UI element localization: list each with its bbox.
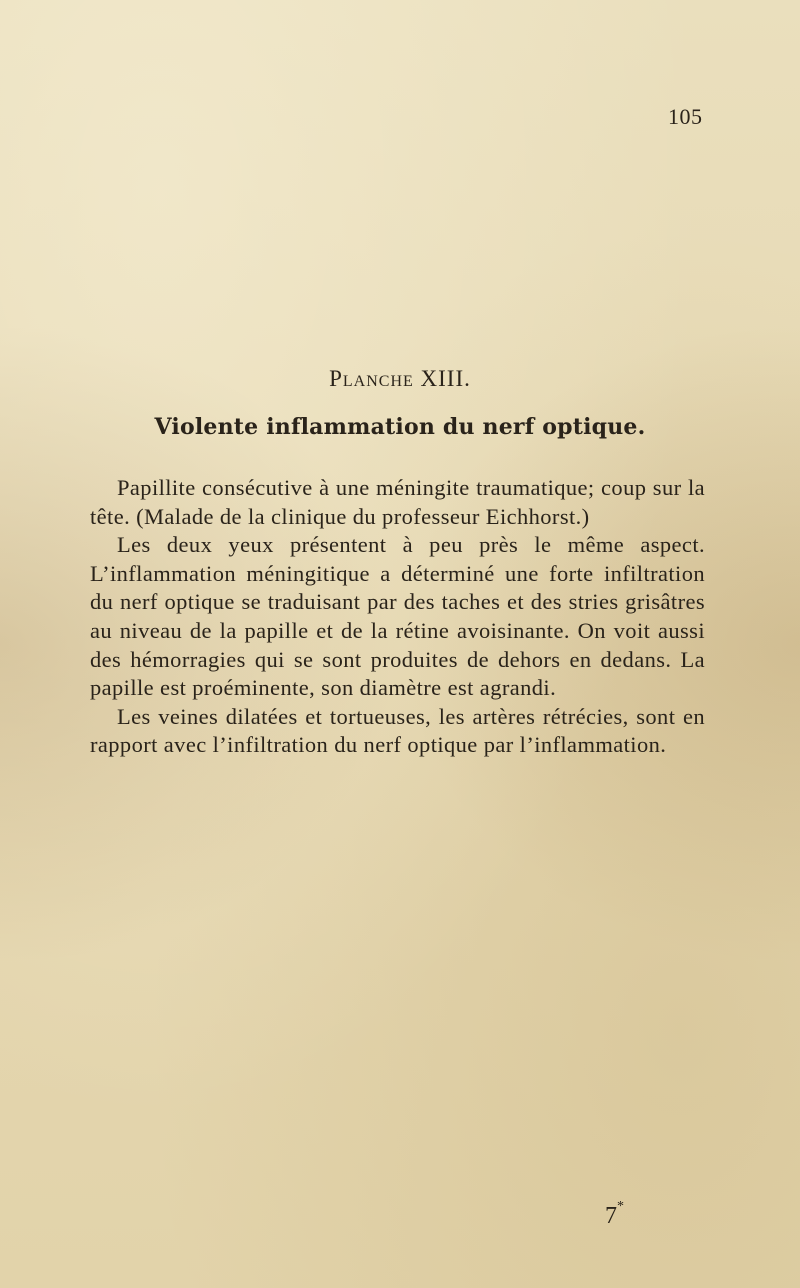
plate-title: Violente inflammation du nerf optique. <box>154 414 646 440</box>
page-number: 105 <box>668 104 703 129</box>
plate-heading-text: Planche XIII. <box>329 366 471 391</box>
signature-mark <box>605 1199 624 1230</box>
signature-number: 7 <box>605 1203 617 1229</box>
paragraph-3: Les veines dilatées et tortueuses, les artères rétrécies, sont en rapport avec l’infiltration du nerf optique par l’inflammation. <box>90 703 705 758</box>
paragraph-2: Les deux yeux présentent à peu près le même aspect. L’inflammation méningitique a déterminé une forte infiltration du nerf optique se traduisant par des taches et des stries grisâtres au niveau de la papille et de la rétine avoisinante. On voit aussi des hémorragies qui se sont produites de dehors en dedans. La papille est proéminente, son diamètre est agrandi. <box>90 532 705 701</box>
signature-star: * <box>617 1199 624 1214</box>
body-text <box>90 474 705 760</box>
paragraph-1: Papillite consécutive à une méningite traumatique; coup sur la tête. (Malade de la clinique du professeur Eichhorst.) <box>90 475 705 529</box>
plate-heading <box>0 366 800 392</box>
